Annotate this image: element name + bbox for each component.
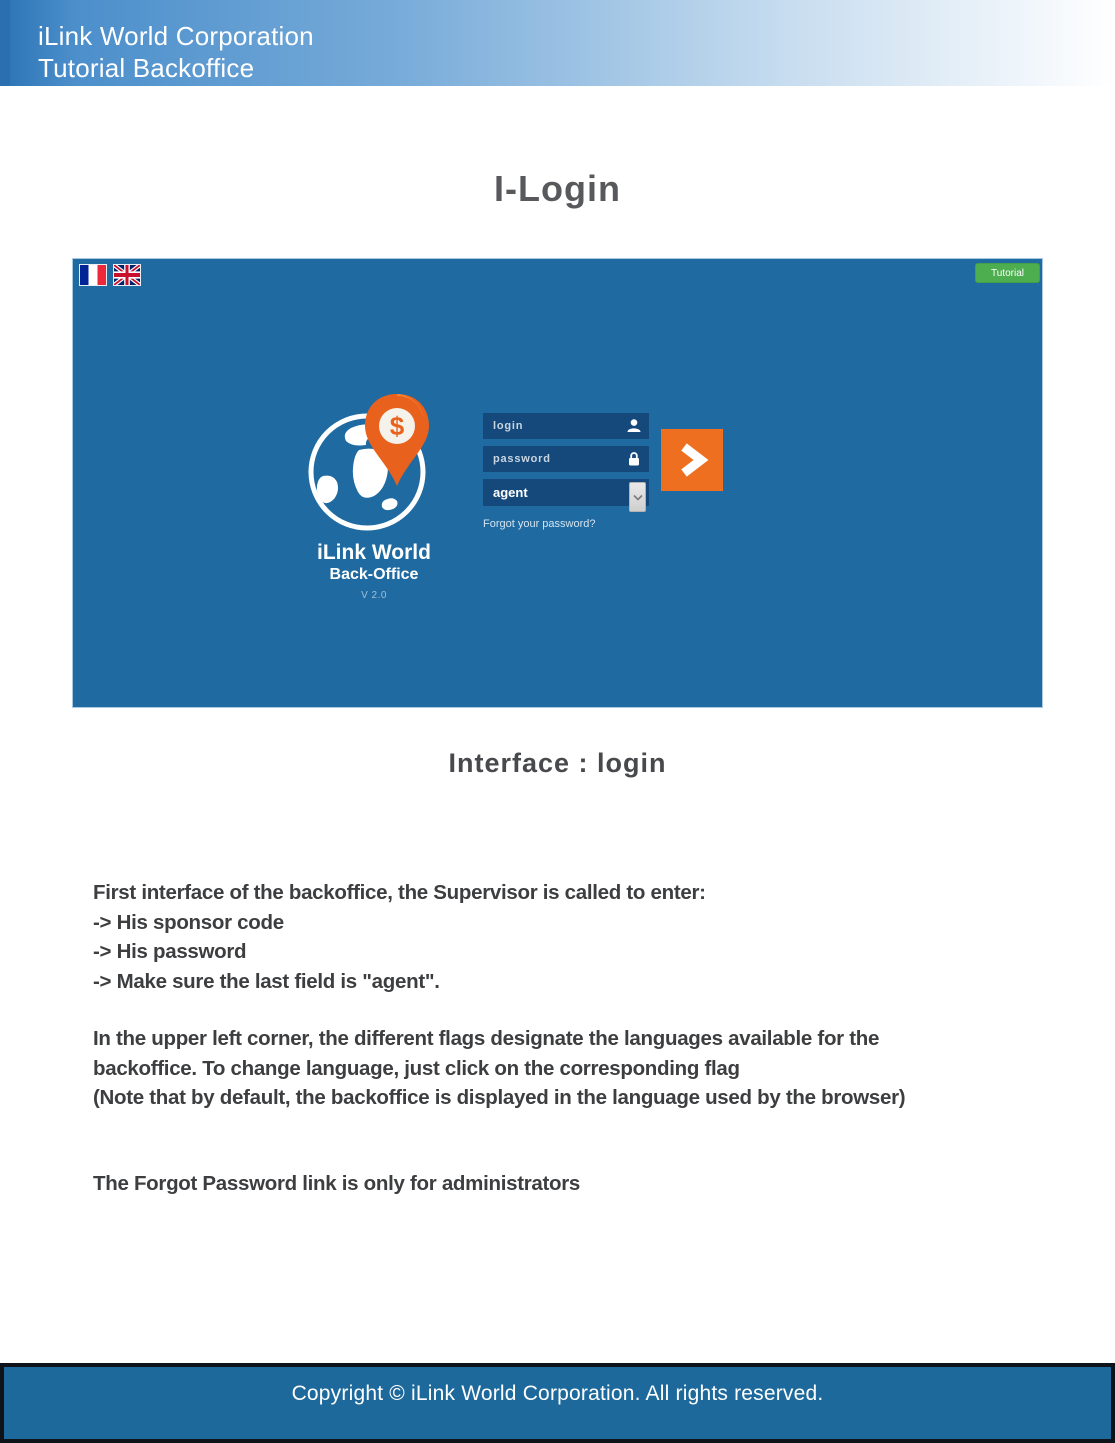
body-line: -> His password <box>93 940 247 963</box>
body-line: -> Make sure the last field is "agent". <box>93 969 440 993</box>
password-field-wrap <box>483 446 649 472</box>
password-input[interactable] <box>483 446 649 472</box>
paragraph-forgot-password-note <box>93 1169 1053 1199</box>
chevron-down-icon <box>629 482 646 512</box>
forgot-password-link[interactable]: Forgot your password? <box>483 518 596 530</box>
document-subtitle: Tutorial Backoffice <box>38 53 255 83</box>
language-flags <box>79 264 141 286</box>
brand-product: Back-Office <box>329 566 419 583</box>
uk-flag[interactable] <box>113 264 141 286</box>
role-select-value: agent <box>493 485 528 500</box>
body-line: The Forgot Password link is only for administrators <box>93 1171 581 1195</box>
brand-name: iLink World <box>317 541 431 564</box>
company-name: iLink World Corporation <box>38 21 314 51</box>
login-input[interactable] <box>483 413 649 439</box>
body-line: -> His sponsor code <box>93 910 284 934</box>
uk-flag-graphic <box>114 265 140 285</box>
brand-logo-block <box>289 384 459 601</box>
body-line: First interface of the backoffice, the Supervisor is called to enter: <box>93 881 706 904</box>
paragraph-enter-instructions <box>93 878 1053 996</box>
copyright-text: Copyright © iLink World Corporation. All rights reserved. <box>291 1382 824 1405</box>
tutorial-button[interactable]: Tutorial <box>975 263 1040 283</box>
login-screenshot-panel <box>72 258 1043 708</box>
page-title: I-Login <box>494 168 621 209</box>
header-banner <box>0 0 1115 86</box>
body-line: backoffice. To change language, just click on the corresponding flag <box>93 1056 740 1080</box>
login-submit-button[interactable] <box>661 429 723 491</box>
footer-bar <box>0 1363 1115 1443</box>
chevron-right-icon <box>675 442 709 478</box>
brand-version: V 2.0 <box>361 590 387 601</box>
body-copy <box>93 878 1053 1198</box>
screenshot-caption: Interface : login <box>448 748 667 778</box>
lock-icon <box>626 451 642 467</box>
svg-text:$: $ <box>389 411 405 441</box>
login-field-wrap <box>483 413 649 439</box>
french-flag[interactable] <box>79 264 107 286</box>
globe-dollar-pin-logo <box>289 384 459 534</box>
header-text <box>38 20 314 84</box>
user-icon <box>626 418 642 434</box>
body-line: (Note that by default, the backoffice is displayed in the language used by the browser) <box>93 1086 906 1109</box>
paragraph-flags-languages <box>93 1024 1053 1113</box>
login-form <box>483 413 649 532</box>
body-line: In the upper left corner, the different flags designate the languages available for the <box>93 1027 880 1050</box>
role-select[interactable] <box>483 479 649 506</box>
